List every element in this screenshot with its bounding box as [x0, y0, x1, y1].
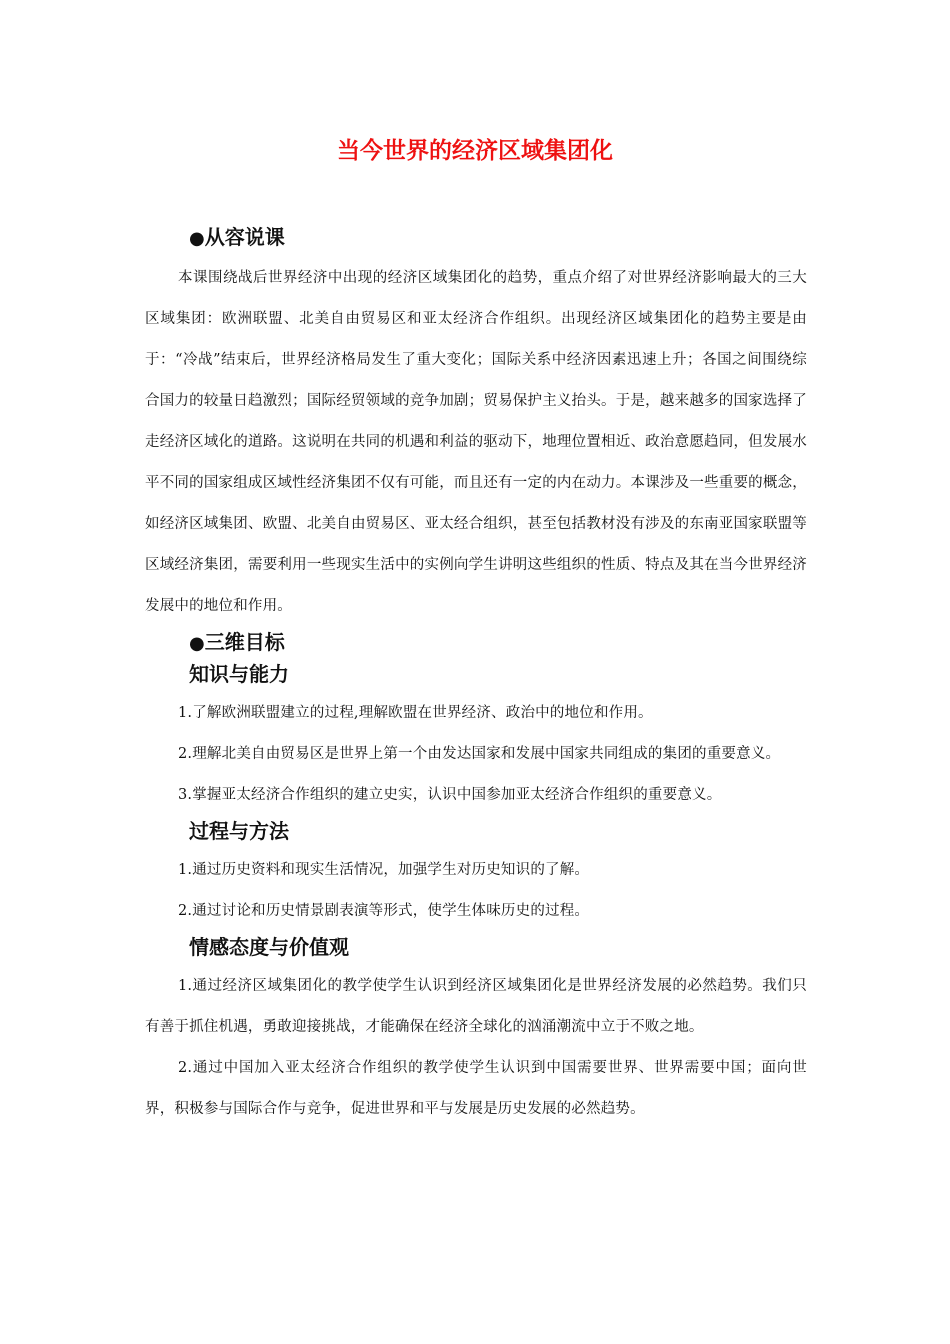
intro-paragraph: 本课围绕战后世界经济中出现的经济区域集团化的趋势，重点介绍了对世界经济影响最大的三大区域集团：欧洲联盟、北美自由贸易区和亚太经济合作组织。出现经济区域集团化的趋势主要是由于：“冷战”结束后，世界经济格局发生了重大变化；国际关系中经济因素迅速上升；各国之间围绕综合国力的较量日趋激烈；国际经贸领域的竞争加剧；贸易保护主义抬头。于是，越来越多的国家选择了走经济区域化的道路。这说明在共同的机遇和利益的驱动下，地理位置相近、政治意愿趋同，但发展水平不同的国家组成区域性经济集团不仅有可能，而且还有一定的内在动力。本课涉及一些重要的概念，如经济区域集团、欧盟、北美自由贸易区、亚太经合组织，甚至包括教材没有涉及的东南亚国家联盟等区域经济集团，需要利用一些现实生活中的实例向学生讲明这些组织的性质、特点及其在当今世界经济发展中的地位和作用。: [145, 270, 807, 614]
bullet-icon: ●: [189, 633, 205, 654]
document-title: 当今世界的经济区域集团化: [337, 138, 613, 164]
subheading-knowledge: 知识与能力: [189, 662, 289, 686]
section-heading-goals-text: 三维目标: [204, 630, 285, 654]
section-heading-goals: [145, 627, 807, 659]
knowledge-item-1: 1.了解欧洲联盟建立的过程,理解欧盟在世界经济、政治中的地位和作用。: [178, 705, 653, 721]
process-item-1: 1.通过历史资料和现实生活情况，加强学生对历史知识的了解。: [178, 862, 590, 878]
bullet-icon: ●: [189, 228, 205, 249]
knowledge-item-3: 3.掌握亚太经济合作组织的建立史实，认识中国参加亚太经济合作组织的重要意义。: [178, 787, 722, 803]
values-item-2: 2.通过中国加入亚太经济合作组织的教学使学生认识到中国需要世界、世界需要中国；面向世界，积极参与国际合作与竞争，促进世界和平与发展是历史发展的必然趋势。: [145, 1060, 807, 1117]
values-item-1: 1.通过经济区域集团化的教学使学生认识到经济区域集团化是世界经济发展的必然趋势。我们只有善于抓住机遇，勇敢迎接挑战，才能确保在经济全球化的汹涌潮流中立于不败之地。: [145, 978, 807, 1035]
knowledge-item-2: 2.理解北美自由贸易区是世界上第一个由发达国家和发展中国家共同组成的集团的重要意义。: [178, 746, 781, 762]
section-heading-intro-text: 从容说课: [204, 225, 285, 249]
section-heading-intro: [145, 222, 807, 254]
subheading-process: 过程与方法: [189, 819, 289, 843]
subheading-values: 情感态度与价值观: [189, 935, 349, 959]
process-item-2: 2.通过讨论和历史情景剧表演等形式，使学生体味历史的过程。: [178, 903, 590, 919]
document-body: [145, 222, 807, 1130]
